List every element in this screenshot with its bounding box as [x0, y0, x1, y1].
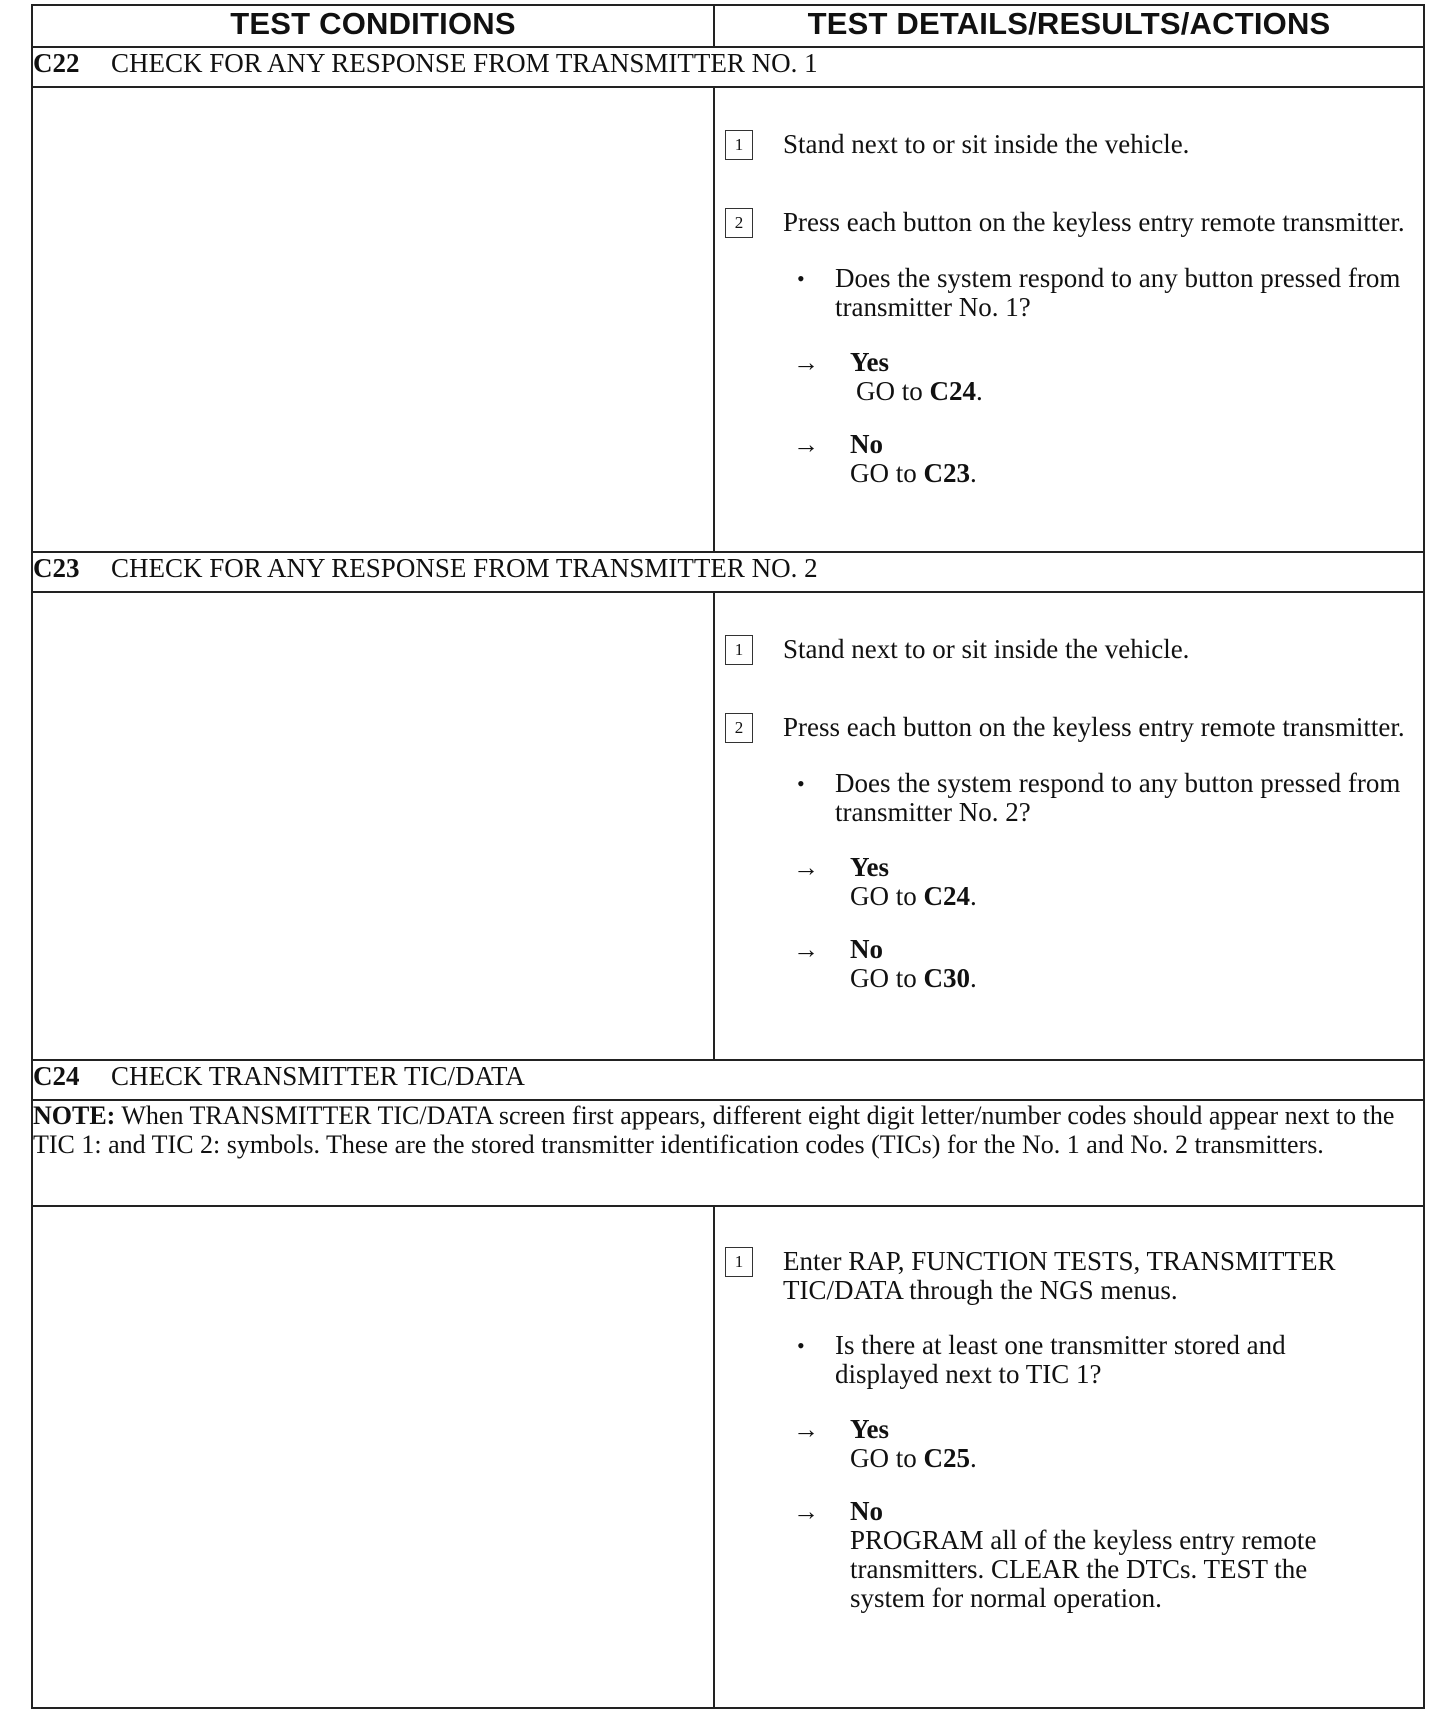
step-1 — [725, 1247, 1411, 1305]
outcome-label: No — [850, 934, 883, 964]
arrow-right-icon: → — [793, 935, 819, 964]
diagnostic-table — [31, 4, 1423, 1709]
arrow-right-icon: → — [793, 348, 819, 377]
test-conditions-cell — [32, 1206, 714, 1708]
step-text: Enter RAP, FUNCTION TESTS, TRANSMITTER TIC/DATA through the NGS menus. — [783, 1246, 1336, 1305]
arrow-right-icon: → — [793, 1415, 819, 1444]
step-1 — [725, 130, 1411, 160]
step-text: Stand next to or sit inside the vehicle. — [783, 129, 1190, 159]
outcome-action: GO to C23. — [850, 458, 977, 488]
step-text: Press each button on the keyless entry remote transmitter. — [783, 712, 1405, 742]
step-2 — [725, 208, 1411, 238]
test-details-cell — [714, 87, 1424, 552]
outcome-no — [725, 935, 1411, 993]
section-header-c24 — [32, 1060, 1424, 1100]
arrow-right-icon: → — [793, 1497, 819, 1526]
step-number-box: 1 — [725, 635, 753, 665]
step-number-box: 2 — [725, 208, 753, 238]
outcome-label: Yes — [850, 852, 889, 882]
test-table — [31, 4, 1425, 1709]
test-conditions-cell — [32, 592, 714, 1060]
section-id: C22 — [33, 48, 80, 78]
question: • Does the system respond to any button pressed from transmitter No. 2? — [725, 769, 1411, 827]
outcome-label: No — [850, 1496, 883, 1526]
note-label: NOTE: — [33, 1101, 116, 1130]
section-title: CHECK FOR ANY RESPONSE FROM TRANSMITTER NO. 2 — [111, 553, 818, 583]
step-text: Press each button on the keyless entry remote transmitter. — [783, 207, 1405, 237]
outcome-action: GO to C30. — [850, 963, 977, 993]
test-conditions-cell — [32, 87, 714, 552]
section-body-c22 — [32, 87, 1424, 552]
section-id: C24 — [33, 1061, 80, 1091]
column-header-test-details: TEST DETAILS/RESULTS/ACTIONS — [714, 5, 1424, 47]
outcome-action: PROGRAM all of the keyless entry remote transmitters. CLEAR the DTCs. TEST the system for normal operation. — [850, 1525, 1317, 1613]
step-1 — [725, 635, 1411, 665]
note — [32, 1100, 1424, 1206]
section-body-c23 — [32, 592, 1424, 1060]
test-details-cell — [714, 592, 1424, 1060]
outcome-yes — [725, 1415, 1411, 1473]
question: • Does the system respond to any button pressed from transmitter No. 1? — [725, 264, 1411, 322]
note-text: When TRANSMITTER TIC/DATA screen first appears, different eight digit letter/number codes should appear next to the TIC 1: and TIC 2: symbols. These are the stored transmitter identification codes (TICs) for the No. 1 and No. 2 transmitters. — [33, 1101, 1395, 1159]
outcome-action: GO to C25. — [850, 1443, 977, 1473]
step-number-box: 2 — [725, 713, 753, 743]
bullet-icon: • — [797, 771, 805, 796]
section-body-c24 — [32, 1206, 1424, 1708]
outcome-yes — [725, 348, 1411, 406]
section-header-c22 — [32, 47, 1424, 87]
outcome-no — [725, 430, 1411, 488]
section-header-c23 — [32, 552, 1424, 592]
column-header-row — [32, 5, 1424, 47]
test-details-cell — [714, 1206, 1424, 1708]
section-title: CHECK TRANSMITTER TIC/DATA — [111, 1061, 525, 1091]
outcome-no — [725, 1497, 1411, 1613]
outcome-label: Yes — [850, 347, 889, 377]
step-2 — [725, 713, 1411, 743]
arrow-right-icon: → — [793, 853, 819, 882]
arrow-right-icon: → — [793, 430, 819, 459]
section-title: CHECK FOR ANY RESPONSE FROM TRANSMITTER NO. 1 — [111, 48, 818, 78]
bullet-icon: • — [797, 266, 805, 291]
step-number-box: 1 — [725, 1247, 753, 1277]
bullet-icon: • — [797, 1333, 805, 1358]
outcome-yes — [725, 853, 1411, 911]
column-header-test-conditions: TEST CONDITIONS — [32, 5, 714, 47]
step-number-box: 1 — [725, 130, 753, 160]
outcome-action: GO to C24. — [856, 376, 983, 406]
outcome-action: GO to C24. — [850, 881, 977, 911]
step-text: Stand next to or sit inside the vehicle. — [783, 634, 1190, 664]
outcome-label: Yes — [850, 1414, 889, 1444]
section-note-c24 — [32, 1100, 1424, 1206]
outcome-label: No — [850, 429, 883, 459]
section-id: C23 — [33, 553, 80, 583]
question: • Is there at least one transmitter stored and displayed next to TIC 1? — [725, 1331, 1411, 1389]
